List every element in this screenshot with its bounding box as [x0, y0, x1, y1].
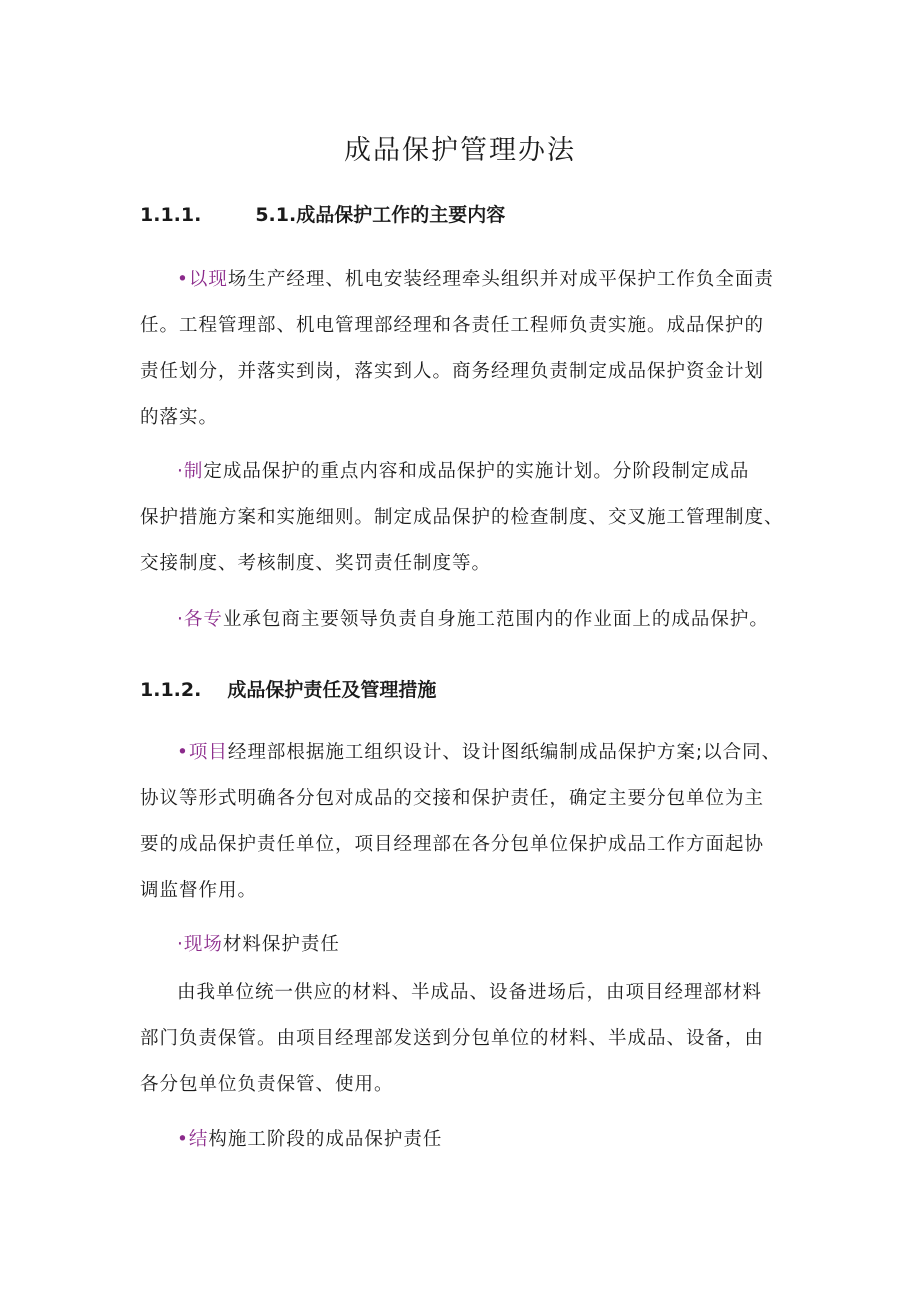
- bullet-lead: ·制: [177, 461, 204, 482]
- paragraph-4: [140, 730, 800, 914]
- bullet-lead: •以现: [177, 269, 228, 290]
- section-number: 1.1.2.: [140, 679, 202, 701]
- section-number: 1.1.1.: [140, 204, 202, 226]
- paragraph-1: [140, 257, 800, 441]
- page-title: 成品保护管理办法: [344, 135, 576, 166]
- paragraph-2: [140, 449, 800, 587]
- paragraph-6: [140, 970, 800, 1108]
- paragraph-text: 责任划分，并落实到岗，落实到人。商务经理负责制定成品保护资金计划: [140, 361, 765, 382]
- section-title: 5.1.成品保护工作的主要内容: [255, 204, 506, 226]
- paragraph-text: 业承包商主要领导负责自身施工范围内的作业面上的成品保护。: [222, 609, 769, 630]
- paragraph-text: 经理部根据施工组织设计、设计图纸编制成品保护方案;以合同、: [227, 742, 782, 763]
- paragraph-text: 保护措施方案和实施细则。制定成品保护的检查制度、交叉施工管理制度、: [140, 507, 784, 528]
- paragraph-text: 场生产经理、机电安装经理牵头组织并对成平保护工作负全面责: [227, 269, 774, 290]
- section-heading-1: [140, 200, 505, 227]
- paragraph-text: 交接制度、考核制度、奖罚责任制度等。: [140, 553, 492, 574]
- paragraph-text: 任。工程管理部、机电管理部经理和各责任工程师负责实施。成品保护的: [140, 315, 765, 336]
- paragraph-text: 定成品保护的重点内容和成品保护的实施计划。分阶段制定成品: [203, 461, 750, 482]
- paragraph-text: 各分包单位负责保管、使用。: [140, 1074, 394, 1095]
- paragraph-text: 协议等形式明确各分包对成品的交接和保护责任，确定主要分包单位为主: [140, 788, 765, 809]
- paragraph-text: 部门负责保管。由项目经理部发送到分包单位的材料、半成品、设备，由: [140, 1028, 765, 1049]
- paragraph-text: 的落实。: [140, 407, 219, 428]
- paragraph-text: 构施工阶段的成品保护责任: [208, 1129, 443, 1150]
- paragraph-3: [140, 597, 800, 643]
- paragraph-text: 材料保护责任: [222, 934, 340, 955]
- bullet-lead: ·现场: [177, 934, 223, 955]
- paragraph-7: [140, 1117, 800, 1163]
- bullet-lead: ·各专: [177, 609, 223, 630]
- paragraph-text: 调监督作用。: [140, 880, 258, 901]
- paragraph-text: 要的成品保护责任单位，项目经理部在各分包单位保护成品工作方面起协: [140, 834, 765, 855]
- section-title: 成品保护责任及管理措施: [227, 679, 437, 701]
- paragraph-5: [140, 922, 800, 968]
- paragraph-text: 由我单位统一供应的材料、半成品、设备进场后，由项目经理部材料: [177, 982, 763, 1003]
- bullet-lead: •项目: [177, 742, 228, 763]
- section-heading-2: [140, 675, 436, 702]
- bullet-lead: •结: [177, 1129, 209, 1150]
